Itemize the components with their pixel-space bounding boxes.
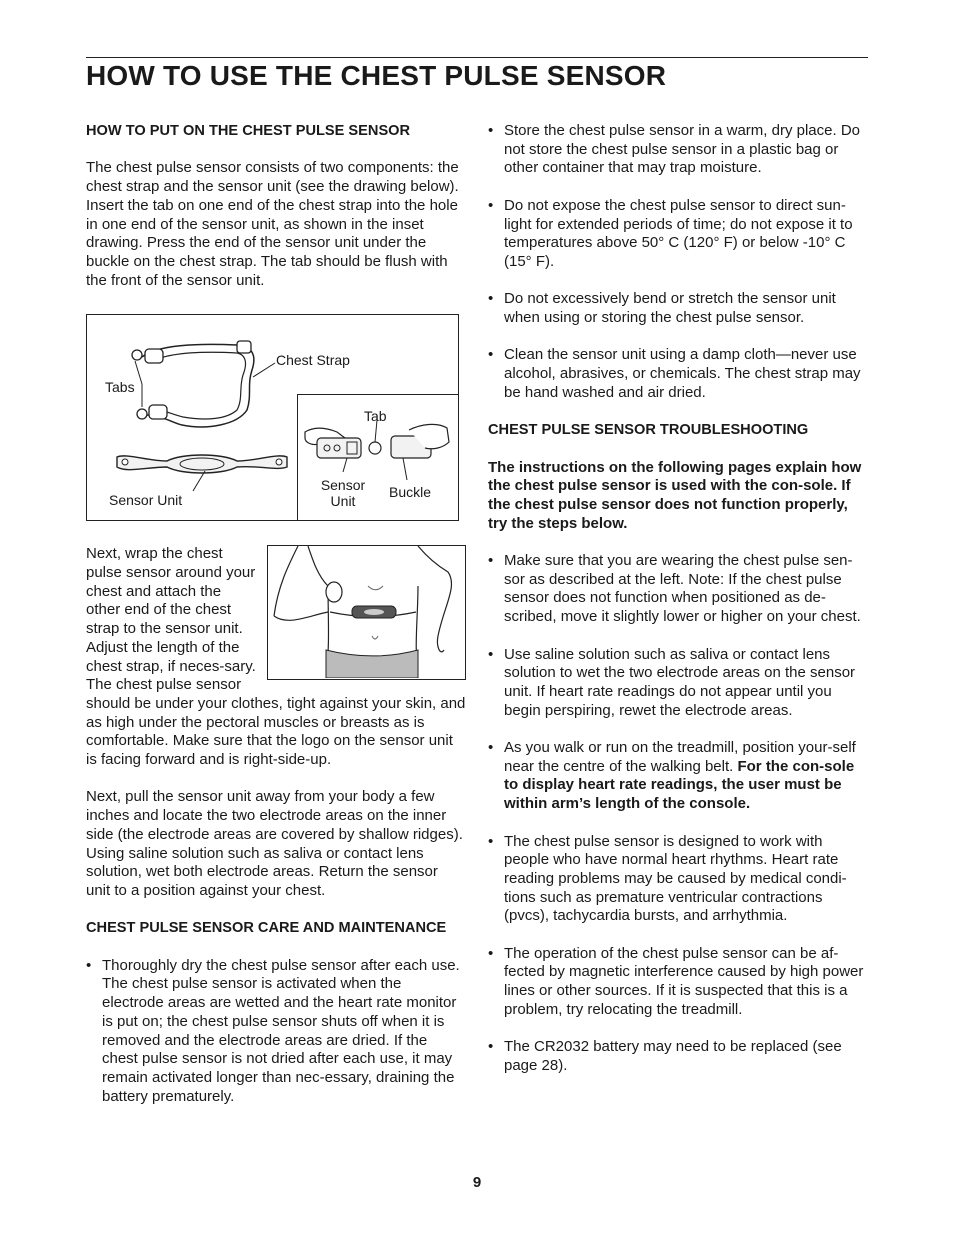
troubleshooting-list — [488, 552, 870, 1076]
list-item — [488, 739, 870, 814]
bullet-text-bold: For the con-sole to display heart rate readings, the user must be within arm’s length of the console. — [504, 757, 855, 813]
list-item: • Store the chest pulse sensor in a warm, dry place. Do not store the chest pulse sensor in a plastic bag or other container that may trap moisture. — [488, 122, 870, 178]
wrap-section — [86, 545, 466, 769]
care-list-left — [86, 957, 466, 1107]
label-sensor-unit: Sensor Unit — [109, 492, 183, 509]
list-item: • Clean the sensor unit using a damp cloth—never use alcohol, abrasives, or chemicals. The chest strap may be hand washed and air dried. — [488, 346, 870, 402]
torso-drawing — [268, 546, 464, 678]
torso-figure — [267, 545, 466, 680]
list-item: • Use saline solution such as saliva or contact lens solution to wet the two electrode areas on the sensor unit. If heart rate readings do not appear until you begin perspiring, rewet the electrode areas. — [488, 646, 870, 721]
list-item: • The operation of the chest pulse sensor can be af-fected by magnetic interference caused by high power lines or other sources. If it is suspected that this is a problem, try relocating the treadmill. — [488, 945, 870, 1020]
label-tab: Tab — [364, 408, 387, 425]
list-item: • Make sure that you are wearing the chest pulse sen-sor as described at the left. Note: If the chest pulse sensor does not function when positioned as de-scribed, move it slightly lower or higher on your chest. — [488, 552, 870, 627]
list-item: • Thoroughly dry the chest pulse sensor after each use. The chest pulse sensor is activated when the electrode areas are wetted and the heart rate monitor is put on; the chest pulse sensor shuts off when it is removed and the electrode areas are dried. If the chest pulse sensor is not dried after each use, it may remain activated longer than nec-essary, draining the battery prematurely. — [86, 957, 466, 1107]
left-column — [86, 122, 466, 1125]
label-buckle: Buckle — [389, 484, 432, 501]
label-sensor-unit-inset: Sensor Unit — [320, 477, 366, 510]
list-item: • The CR2032 battery may need to be replaced (see page 28). — [488, 1038, 870, 1075]
label-chest-strap: Chest Strap — [276, 352, 350, 369]
electrodes-paragraph: Next, pull the sensor unit away from your body a few inches and locate the two electrode areas on the inner side (the electrode areas are covered by shallow ridges). Using saline solution such as saliva or contact lens solution, wet both electrode areas. Return the sensor unit to a position against your chest. — [86, 788, 463, 899]
right-column — [488, 122, 870, 1094]
list-item: • Do not expose the chest pulse sensor to direct sun-light for extended periods of time; do not expose it to temperatures above 50° C (120° F) or below -10° C (15° F). — [488, 197, 870, 272]
wrap-paragraph: Next, wrap the chest pulse sensor around your chest and attach the other end of the chest strap to the sensor unit. Adjust the length of the chest strap, if neces-sary. The chest pulse sensor should be under your clothes, tight against your skin, and as high under the pectoral muscles or breasts as is comfortable. Make sure that the logo on the sensor unit is facing forward and is right-side-up. — [86, 545, 466, 769]
page-title: HOW TO USE THE CHEST PULSE SENSOR — [86, 60, 667, 91]
heading-care: CHEST PULSE SENSOR CARE AND MAINTENANCE — [86, 920, 447, 937]
intro-paragraph: The chest pulse sensor consists of two components: the chest strap and the sensor unit (see the drawing below). Insert the tab on one end of the chest strap into the hole in one end of the sensor unit, as shown in the inset drawing. Press the end of the sensor unit under the buckle on the chest strap. The tab should be flush with the front of the sensor unit. — [86, 159, 459, 289]
care-list-right — [488, 122, 870, 403]
label-tabs: Tabs — [105, 379, 135, 396]
title-rule — [86, 57, 868, 58]
heading-troubleshooting: CHEST PULSE SENSOR TROUBLESHOOTING — [488, 422, 809, 439]
list-item: • Do not excessively bend or stretch the sensor unit when using or storing the chest pulse sensor. — [488, 290, 870, 327]
list-item: • The chest pulse sensor is designed to work with people who have normal heart rhythms. Heart rate reading problems may be caused by medical condi-tions such as premature ventricular contractions (pvcs), tachycardia bursts, and arrhythmia. — [488, 833, 870, 927]
bullet-text: As you walk or run on the treadmill, position your-self near the centre of the walking belt. — [504, 739, 856, 775]
chest-strap-figure — [86, 314, 459, 521]
troubleshooting-intro: The instructions on the following pages explain how the chest pulse sensor is used with the con-sole. If the chest pulse sensor does not function properly, try the steps below. — [488, 458, 862, 532]
heading-put-on: HOW TO PUT ON THE CHEST PULSE SENSOR — [86, 123, 411, 139]
page-number: 9 — [472, 1174, 482, 1191]
